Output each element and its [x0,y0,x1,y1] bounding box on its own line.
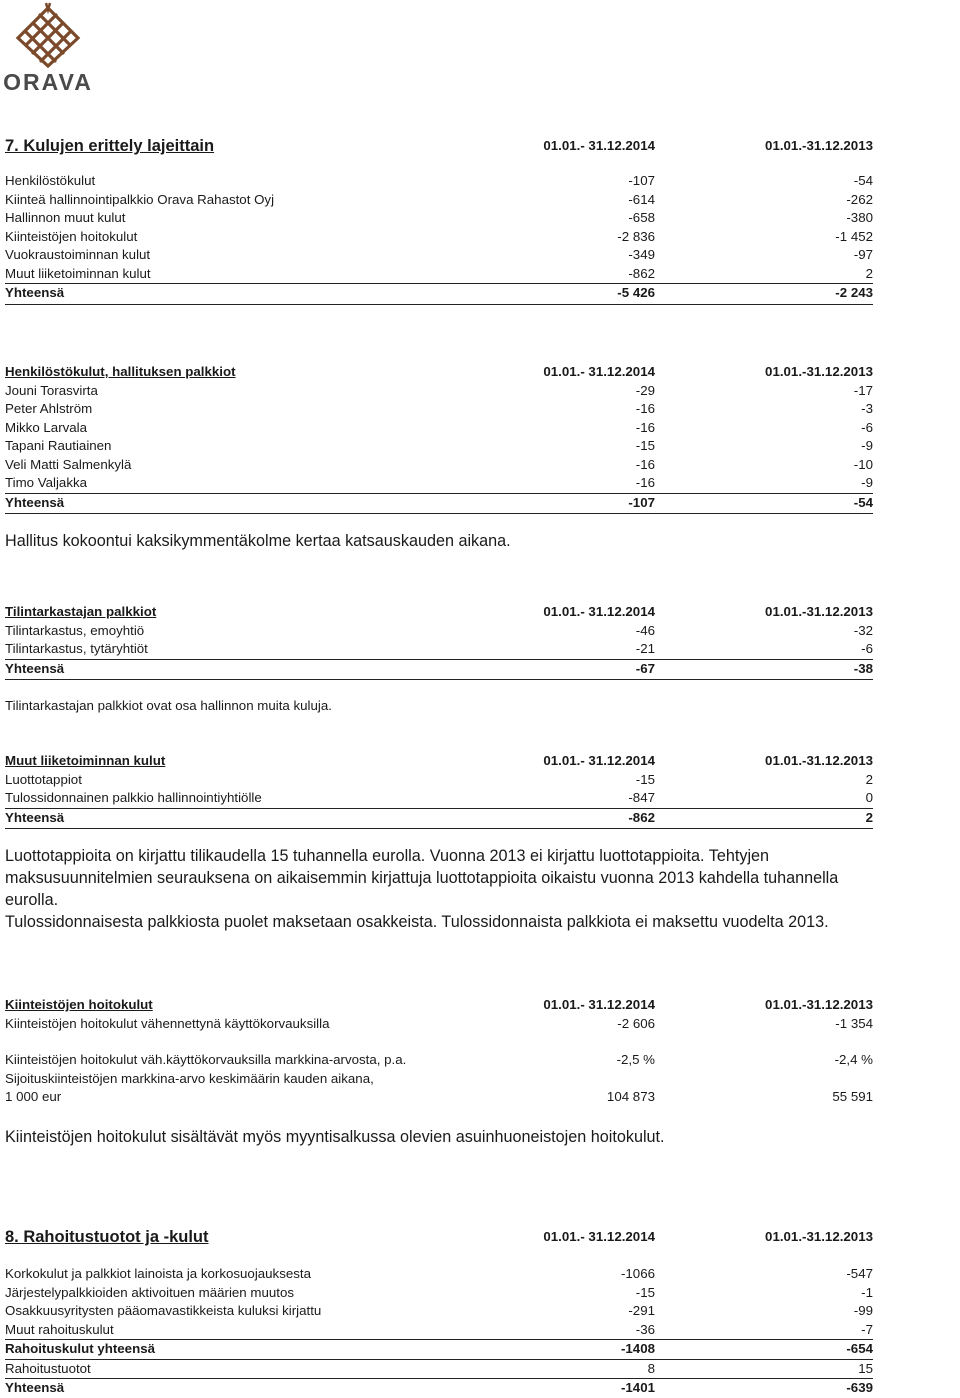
total-2014: -1401 [620,1380,655,1395]
other-expenses-title: Muut liiketoiminnan kulut [5,753,166,768]
other-expenses-header [5,752,873,771]
value-2013: -547 [846,1266,873,1281]
table-row [5,191,873,210]
board-meetings-note: Hallitus kokoontui kaksikymmentäkolme kertaa katsauskauden aikana. [5,532,511,550]
row-label: Luottotappiot [5,771,82,787]
subtotal-row [5,1339,873,1359]
table-bottom-rule [5,679,873,680]
section-7-title: 7. Kulujen erittely lajeittain [5,137,215,155]
subtotal-2013: -654 [846,1341,873,1356]
column-header-2014: 01.01.- 31.12.2014 [543,753,655,768]
row-label: Henkilöstökulut [5,173,96,188]
section-8-header [5,1225,873,1249]
total-label: Yhteensä [5,809,65,825]
value-2013: -54 [853,173,873,188]
row-label: 1 000 eur [5,1089,62,1104]
board-fees-title: Henkilöstökulut, hallituksen palkkiot [5,364,236,379]
value-2014: -16 [635,419,655,435]
value-2013: -17 [853,382,873,398]
row-label: Muut liiketoiminnan kulut [5,265,151,281]
row-label: Tulossidonnainen palkkio hallinnointiyhtiölle [5,790,262,805]
auditor-fees-table [5,603,873,680]
subtotal-2014: -1408 [620,1341,655,1356]
row-label: Kiinteistöjen hoitokulut vähennettynä käyttökorvauksilla [5,1015,330,1031]
column-header-2014: 01.01.- 31.12.2014 [543,1229,655,1244]
total-2014: -5 426 [617,285,655,300]
value-2013: -9 [861,475,873,490]
table-bottom-rule [5,828,873,829]
value-2014: -1066 [620,1266,655,1281]
table-row [5,1015,873,1034]
row-label: Kiinteistöjen hoitokulut väh.käyttökorvauksilla markkina-arvosta, p.a. [5,1052,407,1067]
table-row [5,419,873,438]
value-2013: -380 [846,210,873,225]
value-2013: -6 [861,419,873,435]
value-2014: -2 606 [617,1015,655,1031]
value-2014: -36 [635,1321,655,1337]
row-label: Vuokraustoiminnan kulut [5,247,151,262]
total-2013: -54 [853,494,873,510]
row-label: Timo Valjakka [5,475,88,490]
expense-breakdown-table [5,134,873,305]
value-2014: 104 873 [606,1089,655,1104]
table-bottom-rule [5,304,873,305]
column-header-2013: 01.01.-31.12.2013 [765,138,873,153]
table-row [5,622,873,641]
total-row [5,659,873,679]
table-row [5,771,873,790]
value-2014: -16 [635,456,655,472]
value-2014: -847 [628,790,655,805]
table-row [5,1088,873,1107]
table-row [5,228,873,247]
value-2014: -291 [628,1303,655,1318]
value-2013: -1 354 [835,1015,873,1031]
total-2013: -2 243 [835,285,873,300]
value-2014: -16 [635,475,655,490]
total-row [5,1378,873,1398]
auditor-fees-note: Tilintarkastajan palkkiot ovat osa hallinnon muita kuluja. [5,698,332,713]
table-row [5,265,873,284]
orava-logo [2,2,94,96]
value-2013: -97 [853,247,873,262]
financial-items-table [5,1225,873,1398]
table-row [5,640,873,659]
subtotal-label: Rahoituskulut yhteensä [5,1341,155,1356]
total-2013: -639 [846,1380,873,1395]
value-2014: -614 [628,191,655,207]
table-row [5,456,873,475]
column-header-2014: 01.01.- 31.12.2014 [543,604,655,619]
row-label: Tilintarkastus, emoyhtiö [5,622,145,638]
row-label: Korkokulut ja palkkiot lainoista ja korkosuojauksesta [5,1266,311,1281]
row-label: Kiinteä hallinnointipalkkio Orava Rahastot Oyj [5,191,275,207]
value-2013: -99 [853,1303,873,1318]
value-2013: -9 [861,438,873,453]
total-2014: -107 [628,494,655,510]
value-2014: -862 [628,265,655,281]
property-costs-header [5,996,873,1015]
value-2014: -46 [635,622,655,638]
total-row [5,283,873,303]
pinecone-emblem-icon [2,2,94,70]
other-expenses-table [5,752,873,829]
table-row [5,1359,873,1379]
row-label: Jouni Torasvirta [5,382,98,398]
table-row [5,209,873,228]
value-2013: -1 [861,1284,873,1300]
column-header-2014: 01.01.- 31.12.2014 [543,364,655,379]
column-header-2013: 01.01.-31.12.2013 [765,1229,873,1244]
table-row [5,382,873,401]
board-fees-header [5,363,873,382]
total-row [5,493,873,513]
total-2013: 2 [865,809,873,825]
column-header-2013: 01.01.-31.12.2013 [765,364,873,379]
value-2014: -15 [635,438,655,453]
board-fees-table [5,363,873,514]
value-2014: -15 [635,771,655,787]
value-2014: 8 [647,1360,655,1376]
value-2013: 2 [865,265,873,281]
column-header-2013: 01.01.-31.12.2013 [765,753,873,768]
table-bottom-rule [5,513,873,514]
table-row [5,1302,873,1321]
value-2014: -21 [635,641,655,656]
table-row [5,400,873,419]
auditor-fees-title: Tilintarkastajan palkkiot [5,604,157,619]
row-label: Tapani Rautiainen [5,438,112,453]
value-2013: -6 [861,641,873,656]
auditor-fees-header [5,603,873,622]
value-2014: -15 [635,1284,655,1300]
value-2013: -262 [846,191,873,207]
table-row-label-line [5,1070,873,1089]
value-2013: 15 [858,1360,873,1376]
value-2013: -2,4 % [834,1052,873,1067]
section-7-header [5,134,873,158]
value-2013: 55 591 [832,1089,873,1104]
row-label: Rahoitustuotot [5,1360,91,1376]
row-label: Tilintarkastus, tytäryhtiöt [5,641,148,656]
table-row [5,474,873,493]
performance-fee-paragraph: Tulossidonnaisesta palkkiosta puolet maksetaan osakkeista. Tulossidonnaista palkkiota ei maksettu vuodelta 2013. [5,913,829,931]
total-row [5,808,873,828]
table-row [5,246,873,265]
table-row [5,789,873,808]
value-2014: -29 [635,382,655,398]
total-label: Yhteensä [5,1380,65,1395]
value-2013: -3 [861,401,873,416]
total-2013: -38 [853,660,873,676]
value-2013: -7 [861,1321,873,1337]
value-2013: -1 452 [835,228,873,244]
total-2014: -862 [628,809,655,825]
column-header-2013: 01.01.-31.12.2013 [765,604,873,619]
table-row [5,1265,873,1284]
value-2013: -32 [853,622,873,638]
table-row [5,1321,873,1340]
table-row [5,1284,873,1303]
row-label: Kiinteistöjen hoitokulut [5,228,138,244]
row-label: Peter Ahlström [5,401,93,416]
value-2013: 2 [865,771,873,787]
value-2014: -658 [628,210,655,225]
row-label: Mikko Larvala [5,419,88,435]
column-header-2014: 01.01.- 31.12.2014 [543,138,655,153]
value-2013: -10 [853,456,873,472]
column-header-2013: 01.01.-31.12.2013 [765,997,873,1012]
value-2014: -16 [635,401,655,416]
value-2014: -2 836 [617,228,655,244]
property-costs-table [5,996,873,1107]
total-label: Yhteensä [5,285,65,300]
credit-losses-paragraph: Luottotappioita on kirjattu tilikaudella 15 tuhannella eurolla. Vuonna 2013 ei kirjattu luottotappioita. Tehtyjen maksusuunnitelmien seurauksena on aikaisemmin kirjattuja luottotappioita oikaistu vuonna 2013 kahdella tuhannella eurolla. [5,847,839,909]
total-label: Yhteensä [5,494,65,510]
row-label: Sijoituskiinteistöjen markkina-arvo keskimäärin kauden aikana, [5,1070,374,1086]
property-costs-title: Kiinteistöjen hoitokulut [5,997,153,1012]
row-label: Veli Matti Salmenkylä [5,456,132,472]
row-label: Järjestelypalkkioiden aktivoituen määrien muutos [5,1284,294,1300]
row-label: Muut rahoituskulut [5,1321,114,1337]
table-row [5,1051,873,1070]
section-8-title: 8. Rahoitustuotot ja -kulut [5,1228,209,1246]
value-2013: 0 [865,790,873,805]
total-label: Yhteensä [5,660,65,676]
property-costs-paragraph: Kiinteistöjen hoitokulut sisältävät myös myyntisalkussa olevien asuinhuoneistojen hoitokulut. [5,1128,665,1146]
row-label: Hallinnon muut kulut [5,210,126,225]
value-2014: -107 [628,173,655,188]
table-row [5,437,873,456]
row-label: Osakkuusyritysten pääomavastikkeista kuluksi kirjattu [5,1303,322,1318]
value-2014: -349 [628,247,655,262]
table-row [5,172,873,191]
total-2014: -67 [635,660,655,676]
value-2014: -2,5 % [616,1052,655,1067]
logo-wordmark: ORAVA [3,69,93,95]
column-header-2014: 01.01.- 31.12.2014 [543,997,655,1012]
